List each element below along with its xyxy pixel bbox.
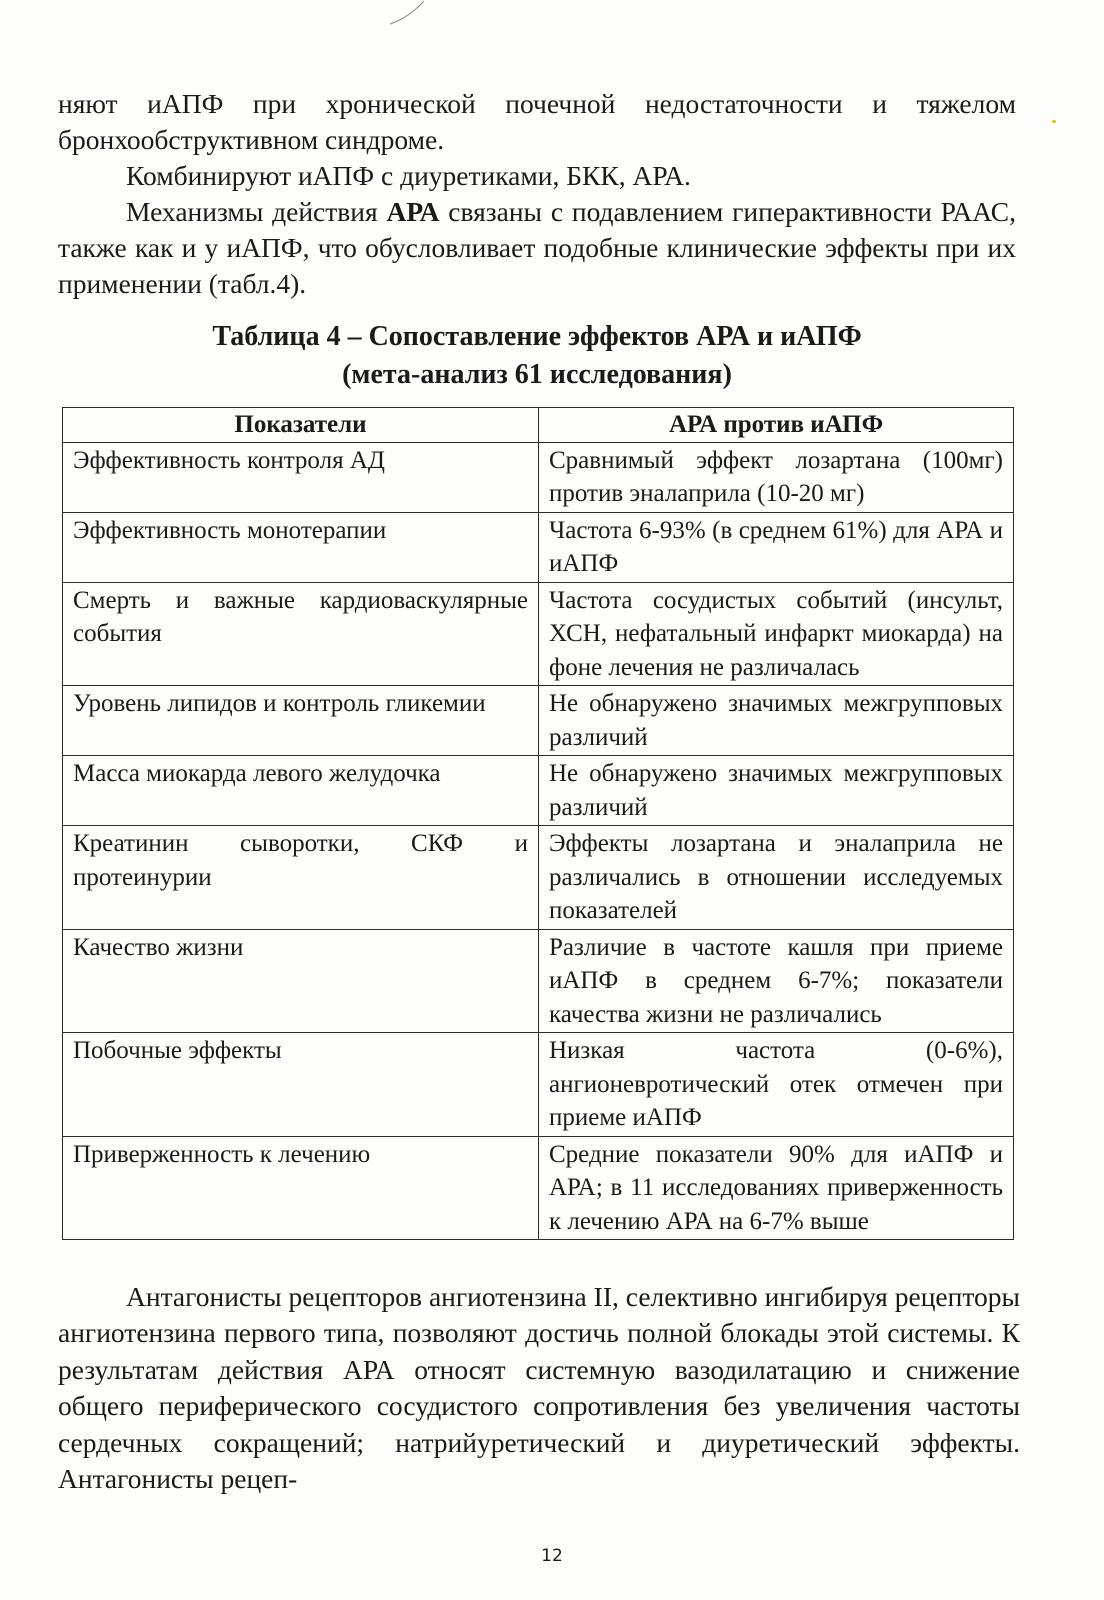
table-row [63, 686, 1014, 756]
table-header-row [63, 408, 1014, 443]
mechanism-text-before: Механизмы действия [126, 196, 387, 227]
header-ara-vs-ace: АРА против иАПФ [539, 408, 1014, 443]
mechanism-bold-term: АРА [386, 196, 440, 227]
indicator-cell: Качество жизни [63, 929, 539, 1033]
intro-text [58, 86, 1016, 302]
mechanism-text-after: связаны с подавлением гиперактивности РААС, также как и у иАПФ, что обусловливает подобные клинические эффекты при их применении (табл.4). [58, 196, 1016, 299]
table-row [63, 1033, 1014, 1137]
result-cell: Эффекты лозартана и эналаприла не различались в отношении исследуемых показателей [539, 826, 1014, 930]
table-row [63, 582, 1014, 686]
indicator-cell: Уровень липидов и контроль гликемии [63, 686, 539, 756]
paragraph-combinations: Комбинируют иАПФ с диуретиками, БКК, АРА. [126, 160, 691, 191]
table-row [63, 1136, 1014, 1240]
table-row [63, 512, 1014, 582]
table-caption-title: Таблица 4 – Сопоставление эффектов АРА и иАПФ [212, 321, 862, 352]
indicator-cell: Масса миокарда левого желудочка [63, 756, 539, 826]
page-number: 12 [541, 1546, 563, 1566]
table-row [63, 929, 1014, 1033]
result-cell: Сравнимый эффект лозартана (100мг) против эналаприла (10-20 мг) [539, 442, 1014, 512]
result-cell: Средние показатели 90% для иАПФ и АРА; в 11 исследованиях приверженность к лечению АРА на 6-7% выше [539, 1136, 1014, 1240]
result-cell: Низкая частота (0-6%), ангионевротический отек отмечен при приеме иАПФ [539, 1033, 1014, 1137]
header-indicators: Показатели [63, 408, 539, 443]
paragraph-mechanism [58, 194, 1016, 302]
table-caption-subtitle: (мета-анализ 61 исследования) [342, 359, 732, 390]
indicator-cell: Креатинин сыворотки, СКФ и протеинурии [63, 826, 539, 930]
table-row [63, 442, 1014, 512]
comparison-table [62, 407, 1014, 1240]
indicator-cell: Приверженность к лечению [63, 1136, 539, 1240]
table-row [63, 756, 1014, 826]
indicator-cell: Побочные эффекты [63, 1033, 539, 1137]
result-cell: Не обнаружено значимых межгрупповых различий [539, 756, 1014, 826]
result-cell: Не обнаружено значимых межгрупповых различий [539, 686, 1014, 756]
indicator-cell: Эффективность монотерапии [63, 512, 539, 582]
paragraph-ara-effects: Антагонисты рецепторов ангиотензина II, селективно ингибируя рецепторы ангиотензина первого типа, позволяют достичь полной блокады этой системы. К результатам действия АРА относят системную вазодилатацию и снижение общего периферического сосудистого сопротивления без увеличения частоты сердечных сокращений; натрийуретический и диуретический эффекты. Антагонисты рецеп- [58, 1281, 1020, 1495]
table-caption [58, 318, 1016, 394]
result-cell: Частота сосудистых событий (инсульт, ХСН, нефатальный инфаркт миокарда) на фоне лечения не различалась [539, 582, 1014, 686]
indicator-cell: Смерть и важные кардиоваскулярные события [63, 582, 539, 686]
table-row [63, 826, 1014, 930]
result-cell: Частота 6-93% (в среднем 61%) для АРА и иАПФ [539, 512, 1014, 582]
result-cell: Различие в частоте кашля при приеме иАПФ в среднем 6-7%; показатели качества жизни не различались [539, 929, 1014, 1033]
pen-stroke-mark [388, 0, 428, 26]
paragraph-ace-contraindications: няют иАПФ при хронической почечной недостаточности и тяжелом бронхообструктивном синдроме. [58, 88, 1016, 155]
indicator-cell: Эффективность контроля АД [63, 442, 539, 512]
yellow-speck [1052, 120, 1056, 123]
